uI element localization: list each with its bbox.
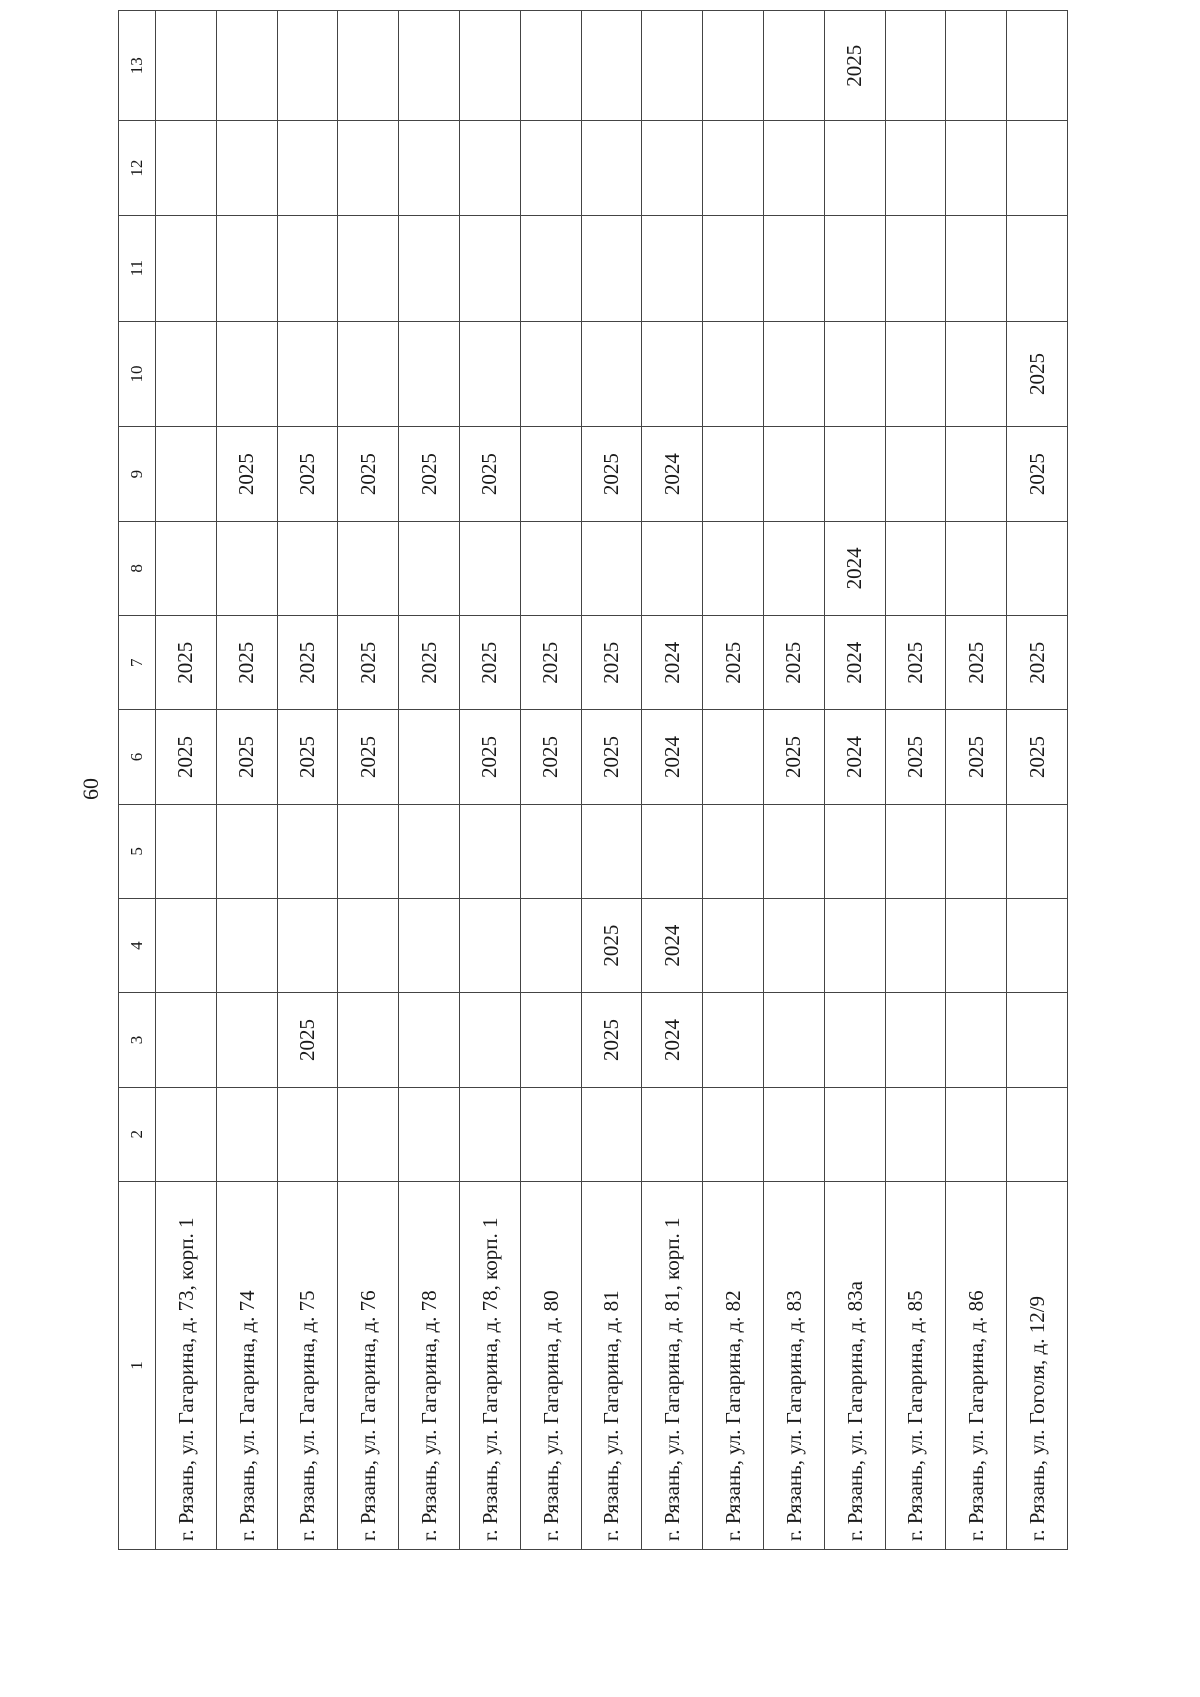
year-cell: 2025 bbox=[581, 993, 642, 1087]
year-cell bbox=[703, 899, 764, 993]
year-cell bbox=[520, 321, 581, 427]
page-number: 60 bbox=[78, 778, 103, 800]
year-cell bbox=[338, 215, 399, 321]
year-cell bbox=[459, 321, 520, 427]
year-cell bbox=[824, 427, 885, 521]
year-cell bbox=[399, 121, 460, 215]
year-cell bbox=[156, 215, 217, 321]
year-cell bbox=[703, 1087, 764, 1181]
year-cell bbox=[885, 321, 946, 427]
schedule-table bbox=[118, 10, 1068, 1550]
year-cell bbox=[338, 11, 399, 122]
year-cell bbox=[216, 899, 277, 993]
column-header: 7 bbox=[119, 616, 156, 710]
year-cell: 2025 bbox=[520, 710, 581, 804]
year-cell bbox=[338, 899, 399, 993]
year-cell bbox=[946, 321, 1007, 427]
year-cell bbox=[1007, 993, 1068, 1087]
year-cell bbox=[885, 899, 946, 993]
year-cell bbox=[520, 804, 581, 898]
year-cell bbox=[277, 899, 338, 993]
year-cell: 2025 bbox=[459, 427, 520, 521]
column-header: 1 bbox=[119, 1181, 156, 1549]
year-cell bbox=[703, 710, 764, 804]
year-cell bbox=[703, 993, 764, 1087]
year-cell bbox=[156, 11, 217, 122]
year-cell bbox=[642, 521, 703, 615]
year-cell bbox=[277, 521, 338, 615]
year-cell bbox=[946, 804, 1007, 898]
year-cell bbox=[459, 899, 520, 993]
year-cell bbox=[459, 804, 520, 898]
year-cell bbox=[216, 521, 277, 615]
year-cell bbox=[642, 121, 703, 215]
year-cell: 2025 bbox=[581, 616, 642, 710]
table-row bbox=[824, 11, 885, 1550]
year-cell bbox=[399, 215, 460, 321]
year-cell bbox=[824, 215, 885, 321]
year-cell bbox=[581, 121, 642, 215]
year-cell bbox=[520, 899, 581, 993]
address-cell: г. Рязань, ул. Гагарина, д. 75 bbox=[277, 1181, 338, 1549]
year-cell bbox=[156, 1087, 217, 1181]
year-cell bbox=[885, 121, 946, 215]
year-cell: 2025 bbox=[459, 616, 520, 710]
year-cell bbox=[885, 215, 946, 321]
year-cell bbox=[399, 321, 460, 427]
column-header: 10 bbox=[119, 321, 156, 427]
year-cell: 2025 bbox=[581, 427, 642, 521]
year-cell: 2025 bbox=[703, 616, 764, 710]
year-cell bbox=[1007, 215, 1068, 321]
year-cell: 2024 bbox=[642, 710, 703, 804]
year-cell bbox=[338, 321, 399, 427]
table-row bbox=[885, 11, 946, 1550]
table-row bbox=[277, 11, 338, 1550]
year-cell: 2024 bbox=[824, 710, 885, 804]
year-cell bbox=[459, 521, 520, 615]
year-cell bbox=[763, 427, 824, 521]
year-cell: 2025 bbox=[399, 616, 460, 710]
year-cell bbox=[642, 11, 703, 122]
year-cell bbox=[946, 899, 1007, 993]
year-cell bbox=[703, 11, 764, 122]
column-header: 8 bbox=[119, 521, 156, 615]
year-cell bbox=[338, 1087, 399, 1181]
year-cell bbox=[885, 11, 946, 122]
year-cell bbox=[763, 993, 824, 1087]
year-cell: 2025 bbox=[946, 710, 1007, 804]
table-row bbox=[642, 11, 703, 1550]
column-header: 11 bbox=[119, 215, 156, 321]
address-cell: г. Рязань, ул. Гагарина, д. 73, корп. 1 bbox=[156, 1181, 217, 1549]
address-cell: г. Рязань, ул. Гагарина, д. 81, корп. 1 bbox=[642, 1181, 703, 1549]
year-cell bbox=[520, 521, 581, 615]
year-cell bbox=[885, 1087, 946, 1181]
year-cell: 2025 bbox=[459, 710, 520, 804]
year-cell bbox=[156, 121, 217, 215]
address-cell: г. Рязань, ул. Гагарина, д. 78, корп. 1 bbox=[459, 1181, 520, 1549]
column-header: 3 bbox=[119, 993, 156, 1087]
year-cell bbox=[946, 1087, 1007, 1181]
year-cell bbox=[399, 1087, 460, 1181]
year-cell bbox=[946, 11, 1007, 122]
address-cell: г. Рязань, ул. Гагарина, д. 76 bbox=[338, 1181, 399, 1549]
year-cell bbox=[399, 993, 460, 1087]
year-cell: 2025 bbox=[216, 616, 277, 710]
year-cell: 2025 bbox=[277, 993, 338, 1087]
address-cell: г. Рязань, ул. Гагарина, д. 82 bbox=[703, 1181, 764, 1549]
year-cell: 2024 bbox=[642, 427, 703, 521]
year-cell bbox=[156, 521, 217, 615]
year-cell: 2025 bbox=[216, 710, 277, 804]
year-cell bbox=[338, 993, 399, 1087]
year-cell bbox=[642, 804, 703, 898]
year-cell bbox=[581, 804, 642, 898]
year-cell: 2025 bbox=[156, 710, 217, 804]
year-cell: 2025 bbox=[824, 11, 885, 122]
year-cell bbox=[946, 427, 1007, 521]
year-cell bbox=[824, 804, 885, 898]
year-cell bbox=[520, 215, 581, 321]
table-row bbox=[156, 11, 217, 1550]
year-cell bbox=[216, 993, 277, 1087]
year-cell bbox=[277, 215, 338, 321]
year-cell bbox=[763, 521, 824, 615]
year-cell bbox=[581, 1087, 642, 1181]
year-cell bbox=[277, 1087, 338, 1181]
year-cell: 2025 bbox=[763, 616, 824, 710]
year-cell bbox=[763, 215, 824, 321]
year-cell bbox=[277, 121, 338, 215]
year-cell: 2024 bbox=[824, 521, 885, 615]
year-cell: 2025 bbox=[1007, 321, 1068, 427]
column-header: 2 bbox=[119, 1087, 156, 1181]
year-cell bbox=[216, 321, 277, 427]
year-cell bbox=[885, 427, 946, 521]
year-cell bbox=[156, 321, 217, 427]
year-cell bbox=[642, 1087, 703, 1181]
year-cell: 2025 bbox=[885, 616, 946, 710]
year-cell bbox=[216, 121, 277, 215]
year-cell bbox=[824, 1087, 885, 1181]
year-cell bbox=[216, 11, 277, 122]
table-row bbox=[703, 11, 764, 1550]
year-cell bbox=[946, 993, 1007, 1087]
year-cell bbox=[946, 215, 1007, 321]
year-cell: 2025 bbox=[520, 616, 581, 710]
year-cell bbox=[885, 521, 946, 615]
year-cell bbox=[156, 993, 217, 1087]
year-cell bbox=[946, 521, 1007, 615]
address-cell: г. Рязань, ул. Гагарина, д. 83а bbox=[824, 1181, 885, 1549]
year-cell bbox=[459, 215, 520, 321]
year-cell bbox=[581, 11, 642, 122]
year-cell bbox=[763, 11, 824, 122]
year-cell bbox=[520, 1087, 581, 1181]
year-cell bbox=[581, 521, 642, 615]
table-row bbox=[216, 11, 277, 1550]
year-cell bbox=[216, 804, 277, 898]
year-cell bbox=[216, 1087, 277, 1181]
table-row bbox=[338, 11, 399, 1550]
year-cell: 2025 bbox=[763, 710, 824, 804]
year-cell: 2025 bbox=[277, 616, 338, 710]
year-cell bbox=[520, 993, 581, 1087]
year-cell: 2025 bbox=[399, 427, 460, 521]
address-cell: г. Рязань, ул. Гагарина, д. 86 bbox=[946, 1181, 1007, 1549]
year-cell bbox=[824, 899, 885, 993]
column-header: 13 bbox=[119, 11, 156, 122]
year-cell bbox=[885, 993, 946, 1087]
year-cell bbox=[399, 521, 460, 615]
year-cell: 2024 bbox=[642, 993, 703, 1087]
year-cell bbox=[824, 321, 885, 427]
year-cell bbox=[338, 121, 399, 215]
year-cell: 2025 bbox=[156, 616, 217, 710]
column-header: 9 bbox=[119, 427, 156, 521]
year-cell: 2025 bbox=[338, 710, 399, 804]
year-cell bbox=[703, 521, 764, 615]
table-row bbox=[763, 11, 824, 1550]
year-cell bbox=[885, 804, 946, 898]
year-cell bbox=[277, 804, 338, 898]
table-row bbox=[399, 11, 460, 1550]
year-cell bbox=[277, 11, 338, 122]
year-cell bbox=[459, 11, 520, 122]
year-cell bbox=[703, 121, 764, 215]
year-cell: 2025 bbox=[216, 427, 277, 521]
year-cell bbox=[338, 521, 399, 615]
year-cell bbox=[399, 899, 460, 993]
year-cell bbox=[399, 710, 460, 804]
year-cell bbox=[338, 804, 399, 898]
year-cell bbox=[763, 121, 824, 215]
year-cell bbox=[1007, 1087, 1068, 1181]
year-cell bbox=[581, 215, 642, 321]
year-cell bbox=[520, 11, 581, 122]
year-cell bbox=[824, 121, 885, 215]
year-cell bbox=[763, 899, 824, 993]
table-container bbox=[118, 10, 1068, 1550]
year-cell bbox=[1007, 521, 1068, 615]
year-cell: 2025 bbox=[277, 710, 338, 804]
address-cell: г. Рязань, ул. Гагарина, д. 78 bbox=[399, 1181, 460, 1549]
column-header: 5 bbox=[119, 804, 156, 898]
year-cell bbox=[763, 321, 824, 427]
column-header: 12 bbox=[119, 121, 156, 215]
year-cell bbox=[520, 121, 581, 215]
year-cell bbox=[824, 993, 885, 1087]
table-row bbox=[520, 11, 581, 1550]
year-cell bbox=[156, 899, 217, 993]
year-cell bbox=[642, 215, 703, 321]
year-cell bbox=[581, 321, 642, 427]
year-cell bbox=[520, 427, 581, 521]
year-cell bbox=[216, 215, 277, 321]
year-cell: 2025 bbox=[946, 616, 1007, 710]
year-cell bbox=[703, 804, 764, 898]
year-cell: 2025 bbox=[1007, 616, 1068, 710]
year-cell: 2025 bbox=[338, 427, 399, 521]
year-cell bbox=[763, 1087, 824, 1181]
table-row bbox=[946, 11, 1007, 1550]
table-row bbox=[581, 11, 642, 1550]
table-row bbox=[1007, 11, 1068, 1550]
year-cell bbox=[703, 321, 764, 427]
year-cell bbox=[156, 804, 217, 898]
year-cell: 2025 bbox=[885, 710, 946, 804]
year-cell bbox=[399, 804, 460, 898]
year-cell bbox=[642, 321, 703, 427]
year-cell bbox=[1007, 899, 1068, 993]
year-cell: 2024 bbox=[642, 899, 703, 993]
table-row bbox=[459, 11, 520, 1550]
address-cell: г. Рязань, ул. Гагарина, д. 80 bbox=[520, 1181, 581, 1549]
address-cell: г. Рязань, ул. Гагарина, д. 81 bbox=[581, 1181, 642, 1549]
year-cell bbox=[1007, 121, 1068, 215]
year-cell: 2025 bbox=[277, 427, 338, 521]
year-cell: 2024 bbox=[824, 616, 885, 710]
year-cell: 2025 bbox=[581, 710, 642, 804]
year-cell: 2025 bbox=[1007, 427, 1068, 521]
year-cell bbox=[1007, 804, 1068, 898]
address-cell: г. Рязань, ул. Гоголя, д. 12/9 bbox=[1007, 1181, 1068, 1549]
address-cell: г. Рязань, ул. Гагарина, д. 74 bbox=[216, 1181, 277, 1549]
year-cell bbox=[703, 427, 764, 521]
header-row bbox=[119, 11, 156, 1550]
column-header: 6 bbox=[119, 710, 156, 804]
year-cell: 2024 bbox=[642, 616, 703, 710]
address-cell: г. Рязань, ул. Гагарина, д. 85 bbox=[885, 1181, 946, 1549]
year-cell: 2025 bbox=[581, 899, 642, 993]
year-cell: 2025 bbox=[338, 616, 399, 710]
year-cell bbox=[459, 121, 520, 215]
year-cell bbox=[277, 321, 338, 427]
year-cell bbox=[399, 11, 460, 122]
year-cell bbox=[703, 215, 764, 321]
year-cell: 2025 bbox=[1007, 710, 1068, 804]
year-cell bbox=[459, 1087, 520, 1181]
year-cell bbox=[946, 121, 1007, 215]
year-cell bbox=[459, 993, 520, 1087]
year-cell bbox=[763, 804, 824, 898]
year-cell bbox=[156, 427, 217, 521]
address-cell: г. Рязань, ул. Гагарина, д. 83 bbox=[763, 1181, 824, 1549]
column-header: 4 bbox=[119, 899, 156, 993]
year-cell bbox=[1007, 11, 1068, 122]
